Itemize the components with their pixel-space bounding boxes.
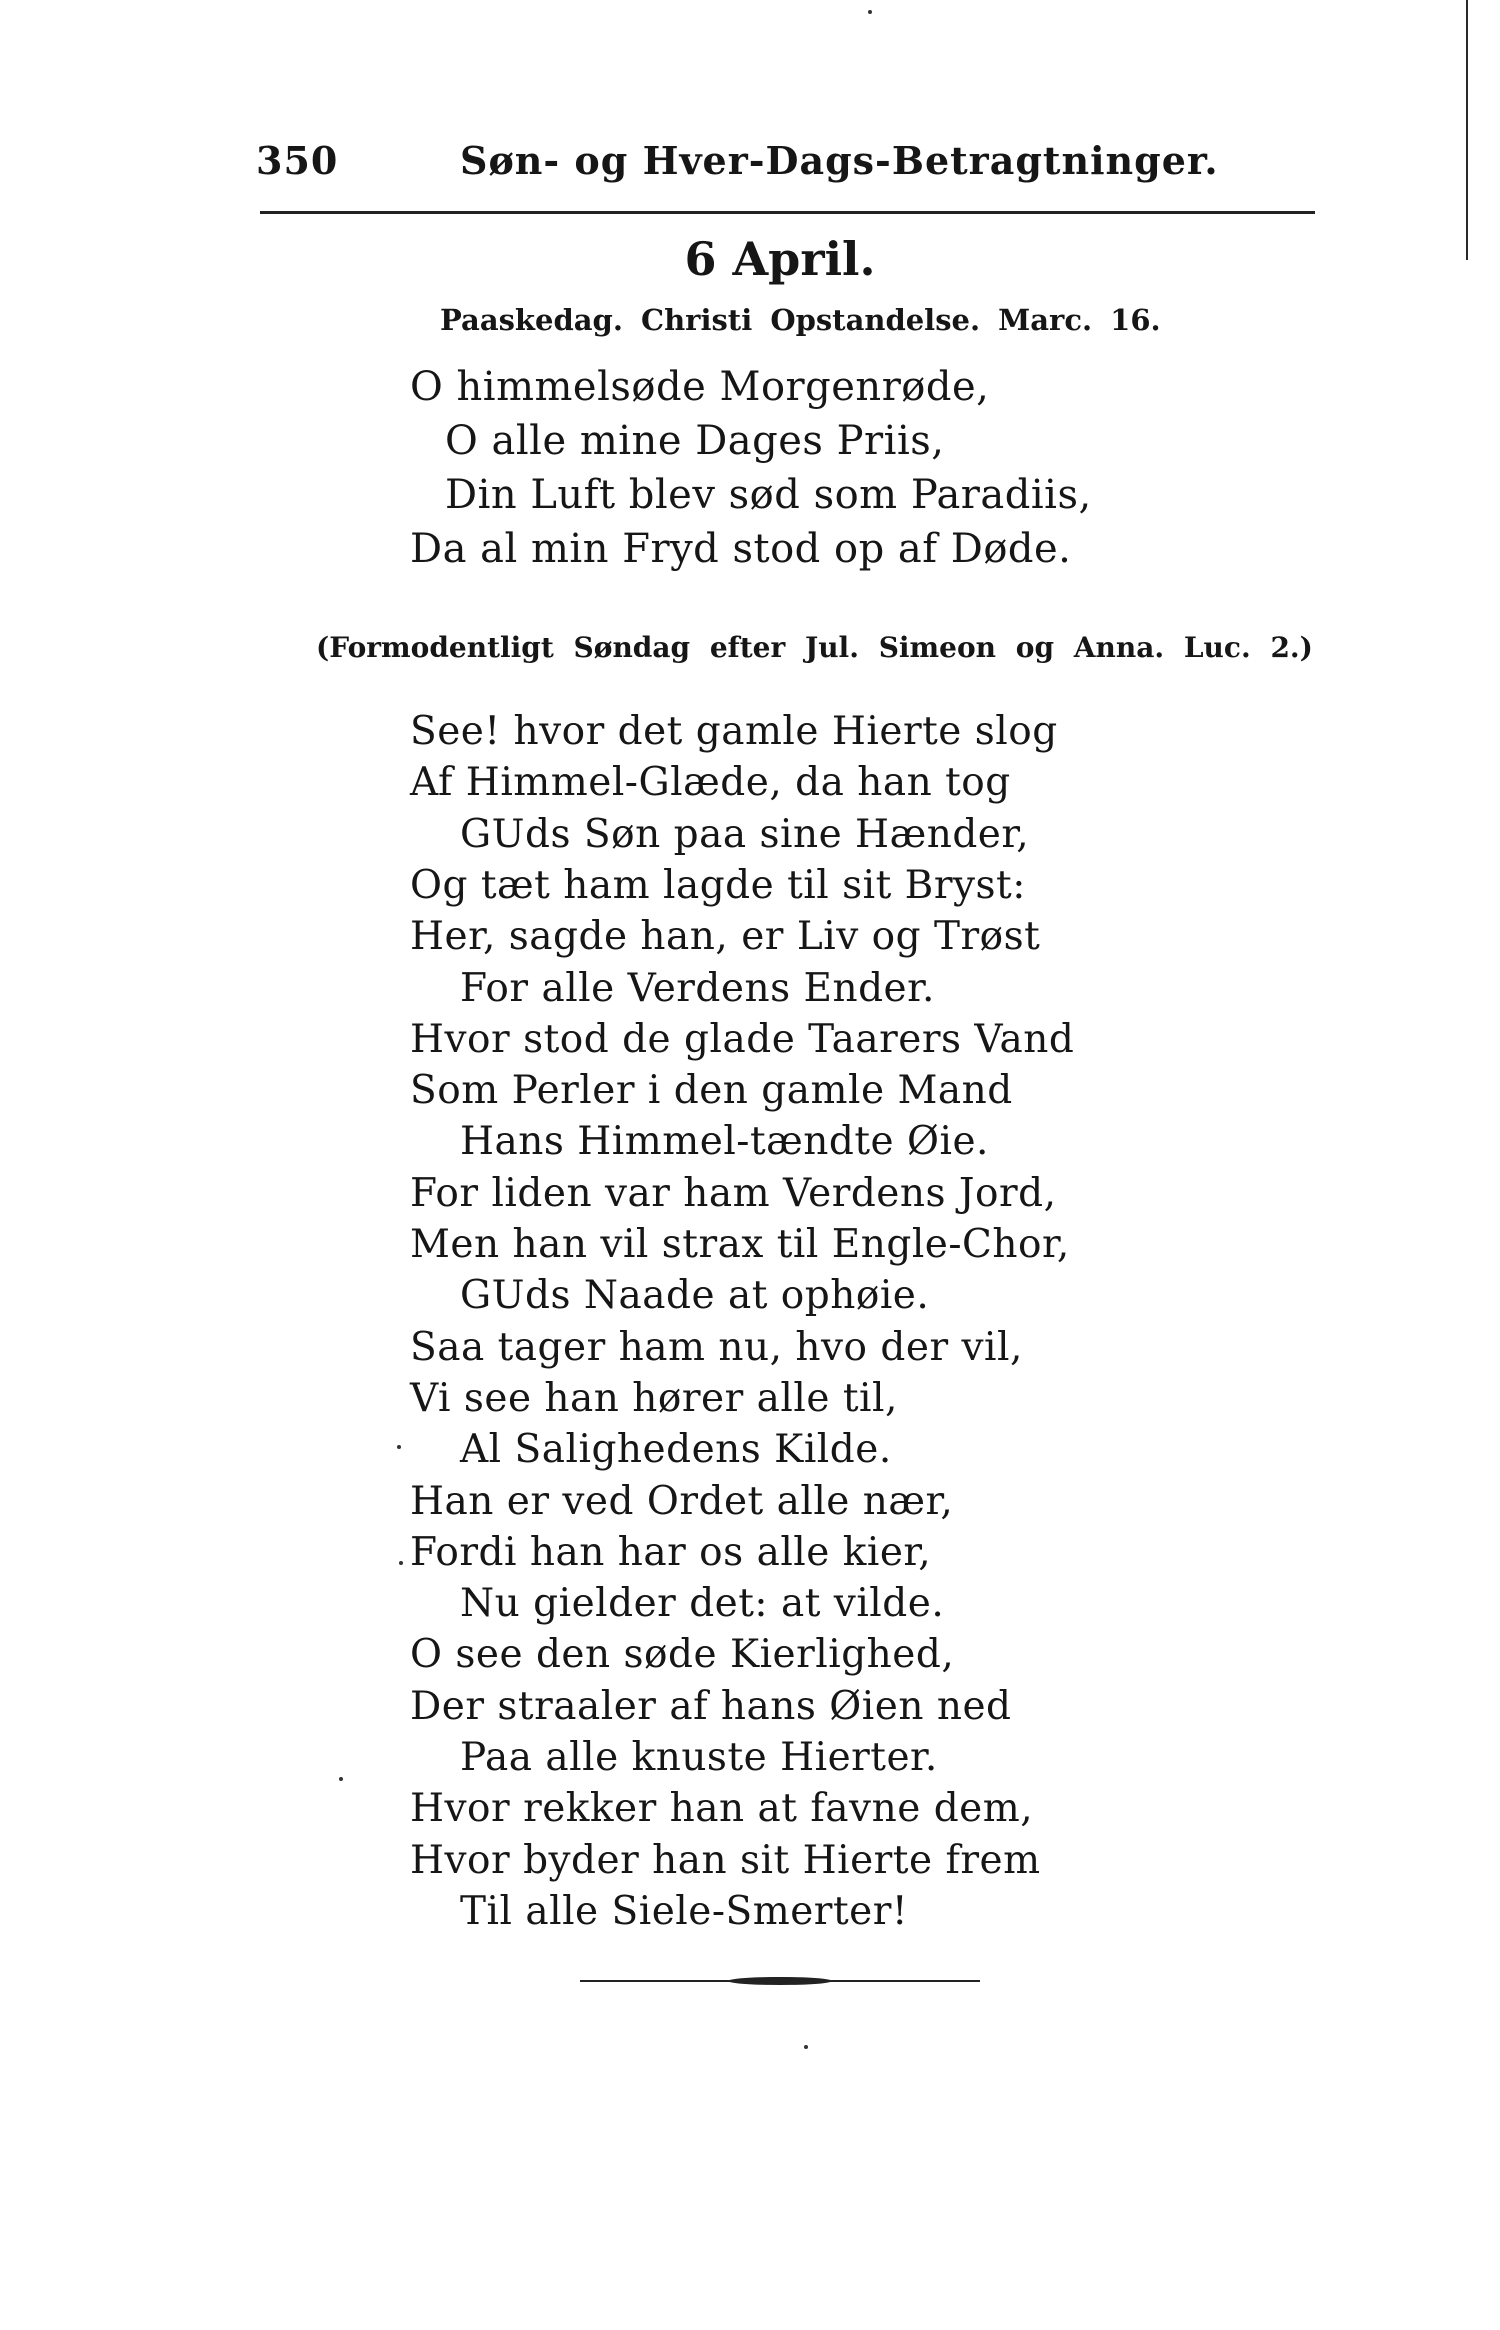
- verse-line: Hvor stod de glade Taarers Vand: [410, 1016, 1075, 1062]
- verse-line: Der straaler af hans Øien ned: [410, 1683, 1012, 1729]
- verse-line: Han er ved Ordet alle nær,: [410, 1478, 954, 1524]
- verse-line: O alle mine Dages Priis,: [445, 418, 945, 464]
- scripture-subheading: Paaskedag. Christi Opstandelse. Marc. 16.: [440, 303, 1161, 337]
- verse-line: Som Perler i den gamle Mand: [410, 1068, 1013, 1114]
- verse-line: Hvor rekker han at favne dem,: [410, 1786, 1034, 1832]
- print-speck: [397, 1445, 401, 1449]
- print-speck: [399, 1561, 403, 1565]
- running-head: [256, 138, 1316, 188]
- page-number: 350: [256, 138, 339, 183]
- page-edge-rule: [1466, 0, 1468, 260]
- verse-line: Din Luft blev sød som Paradiis,: [445, 472, 1092, 518]
- verse-line: Nu gielder det: at vilde.: [460, 1581, 945, 1627]
- date-heading: [0, 232, 1500, 286]
- verse-line: For liden var ham Verdens Jord,: [410, 1170, 1057, 1216]
- verse-line: Af Himmel-Glæde, da han tog: [410, 760, 1011, 806]
- verse-line: Al Salighedens Kilde.: [460, 1427, 892, 1473]
- verse-line: O see den søde Kierlighed,: [410, 1632, 955, 1678]
- verse-line: See! hvor det gamle Hierte slog: [410, 709, 1058, 754]
- verse-line: Vi see han hører alle til,: [410, 1375, 898, 1421]
- verse-line: Til alle Siele-Smerter!: [460, 1888, 909, 1934]
- print-speck: [804, 2045, 808, 2049]
- verse-line: Paa alle knuste Hierter.: [460, 1735, 938, 1780]
- verse-line: Her, sagde han, er Liv og Trøst: [410, 914, 1041, 960]
- verse-line: Da al min Fryd stod op af Døde.: [410, 526, 1072, 572]
- verse-line: Fordi han har os alle kier,: [410, 1529, 932, 1575]
- print-speck: [868, 10, 872, 14]
- verse-line: GUds Søn paa sine Hænder,: [460, 811, 1030, 857]
- date-heading-text: 6 April.: [684, 232, 876, 286]
- verse-line: Og tæt ham lagde til sit Bryst:: [410, 862, 1026, 908]
- running-title: Søn- og Hver-Dags-Betragtninger.: [460, 138, 1219, 183]
- verse-line: O himmelsøde Morgenrøde,: [410, 364, 990, 410]
- header-rule: [260, 211, 1315, 214]
- verse-line: For alle Verdens Ender.: [460, 965, 935, 1011]
- occasion-heading: (Formodentligt Søndag efter Jul. Simeon og Anna. Luc. 2.): [316, 631, 1313, 664]
- verse-line: Saa tager ham nu, hvo der vil,: [410, 1324, 1023, 1370]
- verse-line: GUds Naade at ophøie.: [460, 1273, 930, 1319]
- verse-line: Hans Himmel-tændte Øie.: [460, 1119, 989, 1165]
- end-ornament: [580, 1976, 980, 1986]
- verse-line: Hvor byder han sit Hierte frem: [410, 1837, 1041, 1883]
- verse-line: Men han vil strax til Engle-Chor,: [410, 1222, 1070, 1267]
- print-speck: [339, 1777, 343, 1781]
